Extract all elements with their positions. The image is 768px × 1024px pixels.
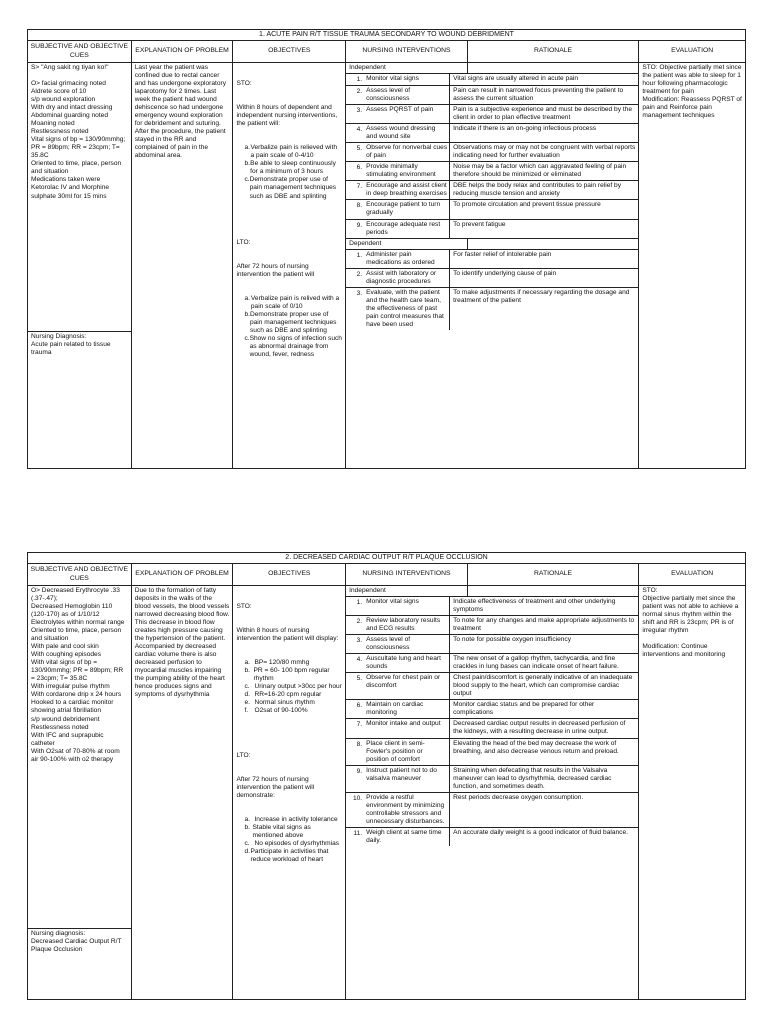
rationale-text: An accurate daily weight is a good indicator of fluid balance.: [453, 828, 628, 836]
intervention-number: 2.: [356, 270, 363, 278]
intervention-text: Auscultate lung and heart sounds: [366, 655, 441, 671]
rationale-text: Observations may or may not be congruent with verbal reports indicating need for further evaluation: [453, 144, 636, 160]
objective-text: Verbalize pain is relieved with a pain scale of 0-4/10: [250, 144, 339, 160]
intervention-number: 6.: [356, 702, 363, 710]
intervention-text: Monitor intake and output: [366, 720, 441, 728]
intervention-row: [346, 616, 638, 635]
sto-label: STO:: [236, 80, 252, 88]
objective-item: [244, 667, 342, 683]
header-rationale: RATIONALE: [468, 564, 640, 585]
intervention-number: 2.: [356, 88, 363, 96]
intervention-number: 2.: [356, 618, 363, 626]
objective-item: [244, 699, 342, 707]
intervention-number: 4.: [356, 656, 363, 664]
header-objectives: OBJECTIVES: [233, 564, 346, 585]
intervention-text: Provide minimally stimulating environment: [366, 163, 436, 179]
objective-text: O2sat of 90-100%: [254, 707, 308, 715]
sto-intro: Within 8 hours of dependent and independent nursing interventions, the patient will:: [236, 104, 340, 128]
objective-text: No episodes of dysrhythmias: [254, 839, 340, 847]
intervention-text: Assess level of consciousness: [366, 636, 411, 652]
intervention-row: [346, 673, 638, 700]
objective-marker: a.: [244, 294, 250, 302]
objective-item: [244, 707, 342, 715]
independent-label: Independent: [346, 63, 468, 73]
intervention-number: 7.: [356, 183, 363, 191]
intervention-number: 8.: [356, 740, 363, 748]
lto-intro: After 72 hours of nursing intervention the patient will demonstrate:: [236, 775, 316, 799]
rationale-text: Noise may be a factor which can aggravated feeling of pain therefore should be minimized or eliminated: [453, 163, 627, 179]
intervention-text: Assess wound dressing and wound site: [366, 125, 436, 141]
intervention-row: [346, 181, 638, 200]
independent-label: Independent: [346, 586, 468, 596]
intervention-row: [346, 220, 638, 238]
objective-marker: c.: [244, 839, 250, 847]
header-evaluation: EVALUATION: [671, 570, 714, 578]
objective-item: [244, 294, 342, 311]
interventions-rationale-column: [346, 63, 639, 468]
objective-text: Verbalize pain is relived with a pain scale of 0/10: [250, 294, 342, 310]
intervention-number: 3.: [356, 637, 363, 645]
intervention-number: 7.: [356, 721, 363, 729]
intervention-row: [346, 86, 638, 105]
intervention-number: 9.: [356, 221, 363, 229]
nursing-diagnosis: Nursing Diagnosis: Acute pain related to tissue trauma: [28, 331, 131, 358]
objective-text: Demonstrate proper use of pain management techniques such as DBE and splinting: [249, 310, 339, 334]
objective-marker: b.: [244, 160, 250, 168]
intervention-number: 6.: [356, 164, 363, 172]
objective-marker: a.: [244, 144, 250, 152]
evaluation-column: [639, 63, 745, 468]
intervention-text: Observe for chest pain or discomfort: [366, 674, 441, 690]
intervention-number: 5.: [356, 675, 363, 683]
objective-item: [244, 659, 342, 667]
rationale-text: Monitor cardiac status and be prepared for other complications: [453, 701, 595, 717]
objective-text: PR = 60- 100 bpm regular rhythm: [253, 667, 332, 683]
intervention-text: Place client in semi-Fowler's position or position of comfort: [366, 739, 425, 763]
rationale-text: Indicate if there is an on-going infectious process: [453, 125, 597, 133]
rationale-text: To make adjustments if necessary regarding the dosage and treatment of the patient: [453, 288, 630, 304]
objective-item: [244, 683, 342, 691]
rationale-text: To note for possible oxygen insufficiency: [453, 636, 572, 644]
objective-item: [244, 691, 342, 699]
intervention-row: [346, 200, 638, 219]
intervention-number: 3.: [356, 289, 363, 297]
intervention-text: Provide a restful environment by minimizing controllable stressors and unnecessary disturbances.: [366, 793, 445, 825]
objective-text: Normal sinus rhythm: [254, 699, 315, 707]
intervention-text: Weigh client at same time daily.: [366, 828, 442, 844]
objectives-column: [233, 586, 346, 999]
header-cues: SUBJECTIVE AND OBJECTIVE CUES: [28, 564, 132, 585]
independent-section: [346, 63, 638, 74]
intervention-row: [346, 597, 638, 616]
dependent-section: [346, 238, 638, 250]
table-header: [28, 41, 745, 63]
explanation-text: Last year the patient was confined due to rectal cancer and has undergone exploratory laparotomy for 2 times. Last week the patient had wound dehiscence so had undergone emergency wound exploration for debridement and suturing. After the procedure, the patient stayed in the RR and complained of pain in the abdominal area.: [134, 64, 228, 160]
cues-text: O> Decreased Erythrocyte .33 (.37-.47); Decreased Hemoglobin 110 (120-170) as of 1/10/12 Electrolytes within normal range Oriented to time, place, person and situation With pale and cool skin With coughing episodes With vital signs of bp = 130/90mmhg; PR = 89bpm; RR = 23cpm; T= 35.8C With irregular pulse rhythm With cordarone drip x 24 hours Hooked to a cardiac monitor showing atrial fibrillation s/p wound debridement Restlessness noted With IFC and suprapubic catheter With O2sat of 70-80% at room air 90-100% with o2 therapy: [31, 587, 125, 763]
intervention-text: Assess PQRST of pain: [366, 106, 434, 114]
rationale-text: To identify underlying cause of pain: [453, 269, 557, 277]
evaluation-text: STO: Objective partially met since the patient was not able to achieve a normal sinus rhythm within the shift and RR is 23cpm; PR is of irregular rhythm Modification: Continue interventions and monitoring: [642, 587, 739, 659]
explanation-text: Due to the formation of fatty deposits in the walls of the blood vessels, the blood vessels narrowed decreasing blood flow. This decrease in blood flow creates high pressure causing the hypertension of the patient. Accompanied by decreased cardiac volume there is also decreased perfusion to myocardial muscles impairing the pumping ability of the heart hence produces signs and symptoms of dysrhythmia: [134, 587, 232, 699]
objective-text: Increase in activity tolerance: [254, 815, 338, 823]
intervention-row: [346, 74, 638, 86]
objective-item: [244, 144, 342, 160]
intervention-row: [346, 269, 638, 288]
objective-marker: b.: [244, 823, 250, 831]
objective-text: Show no signs of infection such as abnormal drainage from wound, fever, redness: [249, 335, 344, 359]
dependent-label: Dependent: [346, 239, 468, 249]
objective-text: Urinary output >30cc per hour: [254, 683, 342, 691]
intervention-number: 1.: [356, 76, 363, 84]
header-explanation: EXPLANATION OF PROBLEM: [132, 564, 234, 585]
explanation-column: [132, 586, 234, 999]
intervention-text: Instruct patient not to do valsalva maneuver: [366, 766, 437, 782]
intervention-text: Maintain on cardiac monitoring: [366, 701, 424, 717]
interventions-rationale-column: [346, 586, 639, 999]
intervention-row: [346, 766, 638, 793]
objective-marker: f.: [244, 707, 249, 715]
rationale-text: The new onset of a gallop rhythm, tachycardia, and fine crackles in lung bases can indicate onset of heart failure.: [453, 655, 619, 671]
rationale-text: To promote circulation and prevent tissue pressure: [453, 201, 601, 209]
objective-text: Stable vital signs as mentioned above: [252, 823, 313, 839]
intervention-number: 4.: [356, 126, 363, 134]
intervention-text: Monitor vital signs: [366, 75, 419, 83]
intervention-text: Monitor vital signs: [366, 598, 419, 606]
objective-marker: c.: [244, 683, 250, 691]
intervention-text: Observe for nonverbal cues of pain: [366, 144, 448, 160]
objective-marker: a.: [244, 659, 250, 667]
rationale-text: DBE helps the body relax and contributes to pain relief by reducing muscle tension and anxiety: [453, 182, 621, 198]
intervention-row: [346, 105, 638, 124]
intervention-text: Encourage patient to turn gradually: [366, 201, 441, 217]
objective-item: [244, 839, 342, 848]
intervention-row: [346, 288, 638, 330]
objective-marker: c.: [244, 176, 250, 184]
objective-marker: c.: [244, 335, 250, 343]
lto-label: LTO:: [236, 751, 251, 759]
intervention-row: [346, 828, 638, 846]
rationale-text: For faster relief of intolerable pain: [453, 250, 552, 258]
intervention-text: Administer pain medications as ordered: [366, 250, 435, 266]
rationale-text: Vital signs are usually altered in acute pain: [453, 75, 578, 83]
plan-title: 1. ACUTE PAIN R/T TISSUE TRAUMA SECONDARY TO WOUND DEBRIDMENT: [28, 30, 745, 41]
objective-text: Be able to sleep continuously for a minimum of 3 hours: [250, 160, 338, 176]
evaluation-text: STO: Objective partially met since the patient was able to sleep for 1 hour following pharmacologic treatment for pain Modification: Reassess PQRST of pain and Reinforce pain management techniques: [642, 64, 742, 120]
header-objectives: OBJECTIVES: [233, 41, 346, 62]
objective-item: [244, 160, 342, 176]
plan-title: 2. DECREASED CARDIAC OUTPUT R/T PLAQUE OCCLUSION: [28, 553, 745, 564]
care-plan-acute-pain: [27, 29, 746, 469]
cues-text: S> "Ang sakit ng tiyan ko!" O> facial grimacing noted Aldrete score of 10 s/p wound exploration With dry and intact dressing Abdominal guarding noted Moaning noted Restlessness noted Vital signs of bp = 130/90mmhg; PR = 89bpm; RR = 23cpm; T= 35.8C Oriented to time, place, person and situation Medications taken were Ketorolac IV and Morphine sulphate 30ml for 15 mins: [31, 64, 126, 200]
rationale-text: Pain can result in narrowed focus preventing the patient to assess the current situation: [453, 87, 624, 103]
intervention-number: 9.: [356, 767, 363, 775]
rationale-text: Decreased cardiac output results in decreased perfusion of the kidneys, with a resulting decrease in urine output.: [453, 720, 626, 736]
objective-marker: b.: [244, 667, 250, 675]
objective-marker: d.: [244, 848, 250, 855]
rationale-text: Pain is a subjective experience and must be described by the client in order to plan effective treatment: [453, 106, 632, 122]
objective-item: [244, 176, 342, 200]
explanation-column: [132, 63, 234, 468]
header-rationale: RATIONALE: [468, 41, 640, 62]
objective-marker: b.: [244, 310, 250, 318]
objective-text: RR=16-20 cpm regular: [254, 691, 322, 699]
intervention-number: 8.: [356, 202, 363, 210]
intervention-number: 3.: [356, 107, 363, 115]
intervention-text: Assess level of consciousness: [366, 87, 411, 103]
objective-marker: e.: [244, 699, 250, 707]
header-evaluation: EVALUATION: [671, 47, 714, 55]
rationale-text: To note for any changes and make appropriate adjustments to treatment: [453, 617, 635, 633]
objective-marker: d.: [244, 691, 250, 699]
objective-item: [244, 823, 342, 840]
objective-item: [244, 815, 342, 824]
intervention-row: [346, 143, 638, 162]
sto-label: STO:: [236, 603, 252, 611]
objective-marker: a.: [244, 815, 250, 823]
rationale-text: Rest periods decrease oxygen consumption.: [453, 793, 584, 801]
care-plan-cardiac-output: [27, 552, 746, 1000]
rationale-text: To prevent fatigue: [453, 220, 506, 228]
intervention-text: Review laboratory results and ECG results: [366, 617, 441, 633]
intervention-text: Encourage and assist client in deep breathing exercises: [366, 182, 447, 198]
cues-column: [28, 63, 132, 468]
lto-label: LTO:: [236, 238, 251, 246]
nursing-diagnosis: Nursing diagnosis: Decreased Cardiac Output R/T Plaque Occlusion: [28, 928, 131, 955]
objectives-column: [233, 63, 346, 468]
rationale-text: Elevating the head of the bed may decrease the work of breathing, and also decrease venous return and preload.: [453, 739, 619, 755]
intervention-number: 10.: [352, 794, 363, 802]
evaluation-column: [639, 586, 745, 999]
intervention-row: [346, 162, 638, 181]
intervention-number: 5.: [356, 145, 363, 153]
independent-section: [346, 586, 638, 597]
header-interventions: NURSING INTERVENTIONS: [346, 564, 468, 585]
rationale-text: Straining when defecating that results in the Valsalva maneuver can lead to dysrhythmia, decreased cardiac function, and sometimes death.: [453, 766, 612, 790]
header-explanation: EXPLANATION OF PROBLEM: [132, 41, 234, 62]
objective-item: [244, 848, 342, 864]
intervention-text: Assist with laboratory or diagnostic procedures: [366, 269, 437, 285]
intervention-number: 11.: [353, 829, 363, 837]
intervention-row: [346, 635, 638, 654]
intervention-number: 1.: [356, 251, 363, 259]
objective-text: Participate in activities that reduce workload of heart: [250, 848, 331, 864]
intervention-row: [346, 700, 638, 719]
cues-column: [28, 586, 132, 999]
intervention-row: [346, 739, 638, 766]
objective-text: Demonstrate proper use of pain management techniques such as DBE and splinting: [249, 176, 338, 200]
intervention-row: [346, 654, 638, 673]
intervention-row: [346, 124, 638, 143]
header-cues: SUBJECTIVE AND OBJECTIVE CUES: [28, 41, 132, 62]
table-header: [28, 564, 745, 586]
intervention-row: [346, 719, 638, 738]
intervention-row: [346, 793, 638, 828]
intervention-text: Encourage adequate rest periods: [366, 220, 441, 236]
objective-text: BP= 120/80 mmhg: [254, 659, 310, 667]
intervention-text: Evaluate, with the patient and the health care team, the effectiveness of past pain control measures that have been used: [366, 288, 444, 328]
rationale-text: Chest pain/discomfort is generally indicative of an inadequate blood supply to the heart, which can compromise cardiac output: [453, 674, 633, 698]
intervention-number: 1.: [356, 599, 363, 607]
rationale-text: Indicate effectiveness of treatment and other underlying symptoms: [453, 598, 616, 614]
objective-item: [244, 310, 342, 335]
header-interventions: NURSING INTERVENTIONS: [346, 41, 468, 62]
intervention-row: [346, 250, 638, 269]
lto-intro: After 72 hours of nursing intervention the patient will: [236, 262, 315, 278]
sto-intro: Within 8 hours of nursing intervention the patient will display:: [236, 627, 339, 643]
objective-item: [244, 335, 344, 359]
